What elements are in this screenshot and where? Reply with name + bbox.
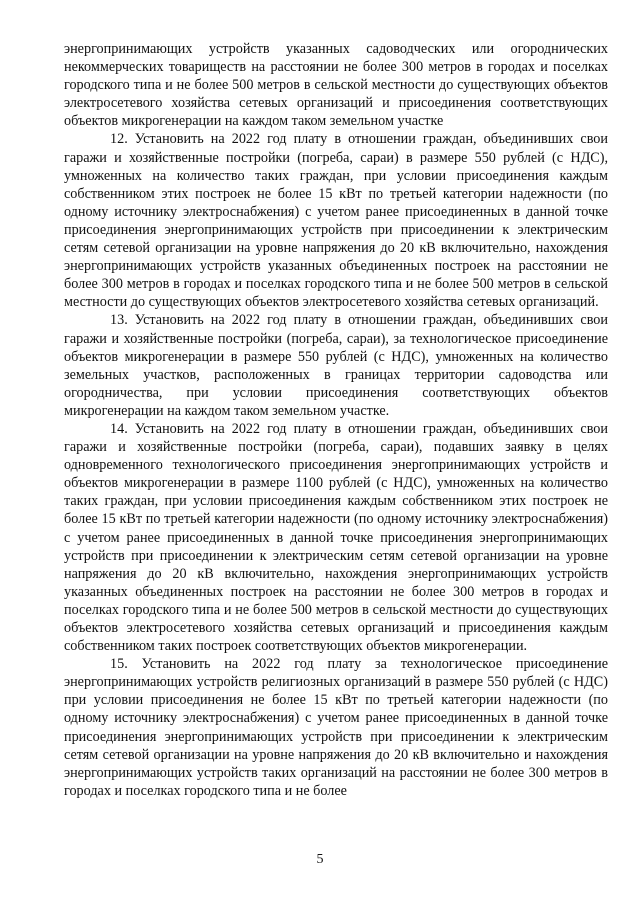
paragraph-item-13: 13. Установить на 2022 год плату в отношении граждан, объединивших свои гаражи и хозяйственные постройки (погреба, сараи), за технологическое присоединение объектов микрогенерации в размере 550 рублей (с НДС), умноженных на количество земельных участков, расположенных в границах территории садоводства или огородничества, при условии присоединения соответствующих объектов микрогенерации на каждом таком земельном участке. bbox=[64, 312, 608, 419]
paragraph-item-15: 15. Установить на 2022 год плату за технологическое присоединение энергопринимающих устройств религиозных организаций в размере 550 рублей (с НДС) при условии присоединения не более 15 кВт по третьей категории надежности (по одному источнику электроснабжения) с учетом ранее присоединенных в данной точке присоединения энергопринимающих устройств при присоединении к электрическим сетям сетевой организации на уровне напряжения до 20 кВ включительно и нахождения энергопринимающих устройств таких организаций на расстоянии не более 300 метров в городах и поселках городского типа и не более bbox=[64, 656, 608, 799]
paragraph-item-14: 14. Установить на 2022 год плату в отношении граждан, объединивших свои гаражи и хозяйственные постройки (погреба, сараи), подавших заявку в целях одновременного технологического присоединения энергопринимающих устройств и объектов микрогенерации в размере 1100 рублей (с НДС), умноженных на количество таких граждан, при условии присоединения каждым собственником этих построек не более 15 кВт по третьей категории надежности (по одному источнику электроснабжения) с учетом ранее присоединенных в данной точке присоединения энергопринимающих устройств при присоединении к электрическим сетям сетевой организации на уровне напряжения до 20 кВ включительно, нахождения энергопринимающих устройств указанных объединенных построек на расстоянии не более 300 метров в городах и поселках городского типа и не более 500 метров в сельской местности до существующих объектов электросетевого хозяйства сетевых организаций и присоединения каждым собственником таких построек соответствующих объектов микрогенерации. bbox=[64, 420, 608, 655]
document-body bbox=[64, 40, 608, 800]
paragraph-continuation: энергопринимающих устройств указанных садоводческих или огороднических некоммерческих товариществ на расстоянии не более 300 метров в городах и поселках городского типа и не более 500 метров в сельской местности до существующих объектов электросетевого хозяйства сетевых организаций и присоединения соответствующих объектов микрогенерации на каждом таком земельном участке bbox=[64, 41, 608, 130]
page-number: 5 bbox=[316, 852, 324, 867]
paragraph-item-12: 12. Установить на 2022 год плату в отношении граждан, объединивших свои гаражи и хозяйственные постройки (погреба, сараи) в размере 550 рублей (с НДС), умноженных на количество таких граждан, при условии присоединения каждым собственником этих построек не более 15 кВт по третьей категории надежности (по одному источнику электроснабжения) с учетом ранее присоединенных в данной точке присоединения энергопринимающих устройств при присоединении к электрическим сетям сетевой организации на уровне напряжения до 20 кВ включительно, нахождения энергопринимающих устройств указанных объединенных построек на расстоянии не более 300 метров в городах и поселках городского типа и не более 500 метров в сельской местности до существующих объектов электросетевого хозяйства сетевых организаций. bbox=[64, 131, 608, 311]
